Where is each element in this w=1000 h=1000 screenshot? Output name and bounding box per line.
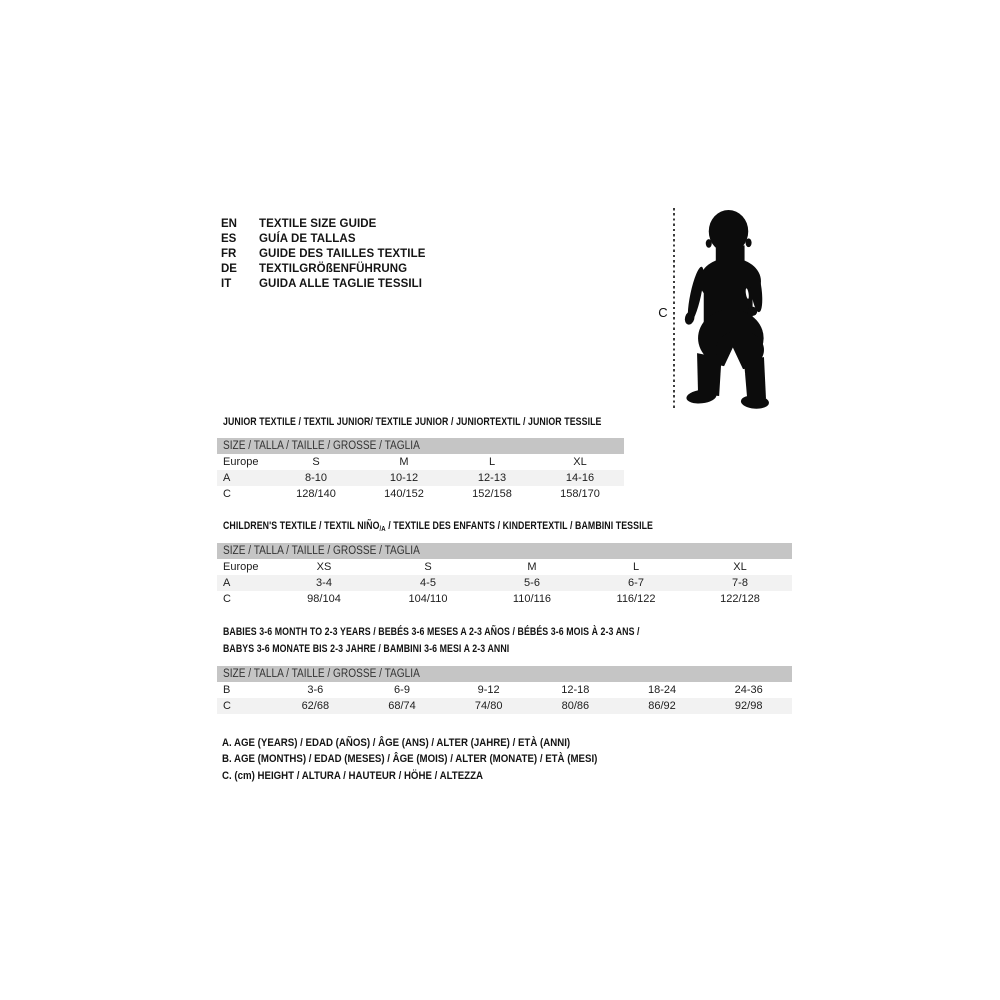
size-cell: 128/140 bbox=[296, 488, 336, 500]
language-code: ES bbox=[221, 233, 237, 246]
language-row-en bbox=[221, 217, 426, 232]
size-cell: 62/68 bbox=[301, 700, 330, 712]
size-cell: 122/128 bbox=[720, 593, 760, 605]
legend-line-b: B. AGE (MONTHS) / EDAD (MESES) / ÂGE (MOIS) / ALTER (MONATE) / ETÀ (MESI) bbox=[222, 753, 598, 766]
language-row-de bbox=[221, 261, 426, 276]
size-cell: 86/92 bbox=[648, 700, 676, 712]
size-header-bar bbox=[217, 438, 624, 454]
size-cell: 10-12 bbox=[389, 472, 419, 484]
language-label: GUÍA DE TALLAS bbox=[259, 233, 356, 246]
children-title-suffix: / TEXTILE DES ENFANTS / KINDERTEXTIL / BAMBINI TESSILE bbox=[385, 520, 653, 532]
language-row-fr bbox=[221, 247, 426, 262]
height-measure-label: C bbox=[658, 305, 668, 320]
language-label: TEXTILGRÖßENFÜHRUNG bbox=[259, 262, 408, 275]
row-label: A bbox=[223, 472, 231, 484]
row-label: Europe bbox=[223, 456, 259, 468]
size-cell: 158/170 bbox=[560, 488, 600, 500]
size-cell: S bbox=[312, 456, 320, 468]
size-cell: 12-18 bbox=[561, 684, 590, 696]
children-size-table bbox=[217, 543, 792, 607]
size-cell: 98/104 bbox=[307, 593, 341, 605]
size-cell: 80/86 bbox=[561, 700, 590, 712]
children-table-title bbox=[223, 520, 653, 533]
size-cell: 110/116 bbox=[512, 593, 552, 605]
size-cell: 74/80 bbox=[474, 700, 503, 712]
row-label: B bbox=[223, 684, 231, 696]
table-row-age bbox=[217, 470, 624, 486]
toddler-silhouette-icon bbox=[683, 209, 772, 412]
legend-line-a: A. AGE (YEARS) / EDAD (AÑOS) / ÂGE (ANS) / ALTER (JAHRE) / ETÀ (ANNI) bbox=[222, 737, 571, 749]
size-cell: 92/98 bbox=[734, 700, 763, 712]
babies-size-table bbox=[217, 666, 792, 714]
language-list bbox=[221, 217, 426, 291]
size-cell: 24-36 bbox=[734, 684, 763, 696]
legend bbox=[222, 737, 649, 786]
row-label: C bbox=[223, 593, 231, 605]
language-label: GUIDA ALLE TAGLIE TESSILI bbox=[259, 277, 423, 290]
language-code: DE bbox=[221, 262, 237, 275]
table-row-height bbox=[217, 698, 792, 714]
size-cell: 3-6 bbox=[307, 684, 324, 696]
size-header-bar bbox=[217, 666, 792, 682]
size-cell: M bbox=[527, 561, 537, 573]
babies-title-line1: BABIES 3-6 MONTH TO 2-3 YEARS / BEBÉS 3-6 MESES A 2-3 AÑOS / BÉBÉS 3-6 MOIS À 2-3 ANS / bbox=[223, 626, 640, 638]
size-cell: 4-5 bbox=[420, 577, 436, 589]
size-cell: XL bbox=[733, 561, 747, 573]
table-row-europe bbox=[217, 559, 792, 575]
size-cell: 68/74 bbox=[388, 700, 416, 712]
size-header-text: SIZE / TALLA / TAILLE / GRÖSSE / TAGLIA bbox=[223, 440, 420, 452]
size-header-text: SIZE / TALLA / TAILLE / GRÖSSE / TAGLIA bbox=[223, 668, 420, 680]
size-cell: 6-9 bbox=[394, 684, 410, 696]
height-measure-line bbox=[673, 208, 675, 408]
language-code: EN bbox=[221, 218, 237, 231]
row-label: C bbox=[223, 488, 231, 500]
size-cell: L bbox=[632, 561, 640, 573]
size-cell: XS bbox=[316, 561, 332, 573]
children-title-subscript: /A bbox=[379, 524, 386, 533]
size-cell: 14-16 bbox=[565, 472, 595, 484]
table-row-age bbox=[217, 575, 792, 591]
size-cell: 12-13 bbox=[477, 472, 507, 484]
babies-table-title bbox=[223, 624, 640, 657]
language-code: FR bbox=[221, 247, 237, 260]
size-cell: 9-12 bbox=[477, 684, 500, 696]
language-label: TEXTILE SIZE GUIDE bbox=[259, 218, 377, 231]
table-row-months bbox=[217, 682, 792, 698]
size-cell: L bbox=[488, 456, 496, 468]
language-code: IT bbox=[221, 277, 232, 290]
row-label: A bbox=[223, 577, 231, 589]
row-label: Europe bbox=[223, 561, 259, 573]
size-cell: XL bbox=[573, 456, 587, 468]
table-row-height bbox=[217, 486, 624, 502]
size-cell: 104/110 bbox=[408, 593, 448, 605]
language-row-it bbox=[221, 276, 426, 291]
size-cell: 6-7 bbox=[628, 577, 644, 589]
table-row-europe bbox=[217, 454, 624, 470]
size-cell: S bbox=[424, 561, 432, 573]
size-cell: 3-4 bbox=[316, 577, 332, 589]
junior-table-title: JUNIOR TEXTILE / TEXTIL JUNIOR/ TEXTILE JUNIOR / JUNIORTEXTIL / JUNIOR TESSILE bbox=[223, 416, 602, 428]
size-cell: 140/152 bbox=[384, 488, 424, 500]
row-label: C bbox=[223, 700, 231, 712]
size-header-bar bbox=[217, 543, 792, 559]
children-title-prefix: CHILDREN'S TEXTILE / TEXTIL NIÑO bbox=[223, 520, 380, 532]
language-label: GUIDE DES TAILLES TEXTILE bbox=[259, 247, 426, 260]
babies-title-line2: BABYS 3-6 MONATE BIS 2-3 JAHRE / BAMBINI 3-6 MESI A 2-3 ANNI bbox=[223, 642, 510, 655]
size-cell: 152/158 bbox=[472, 488, 512, 500]
size-cell: 7-8 bbox=[732, 577, 748, 589]
size-cell: 116/122 bbox=[616, 593, 656, 605]
size-header-text: SIZE / TALLA / TAILLE / GRÖSSE / TAGLIA bbox=[223, 545, 420, 557]
junior-size-table bbox=[217, 438, 624, 502]
size-cell: 8-10 bbox=[304, 472, 328, 484]
legend-line-c: C. (cm) HEIGHT / ALTURA / HAUTEUR / HÖHE / ALTEZZA bbox=[222, 769, 484, 782]
size-cell: 5-6 bbox=[524, 577, 540, 589]
size-cell: M bbox=[399, 456, 409, 468]
table-row-height bbox=[217, 591, 792, 607]
size-cell: 18-24 bbox=[647, 684, 677, 696]
language-row-es bbox=[221, 232, 426, 247]
